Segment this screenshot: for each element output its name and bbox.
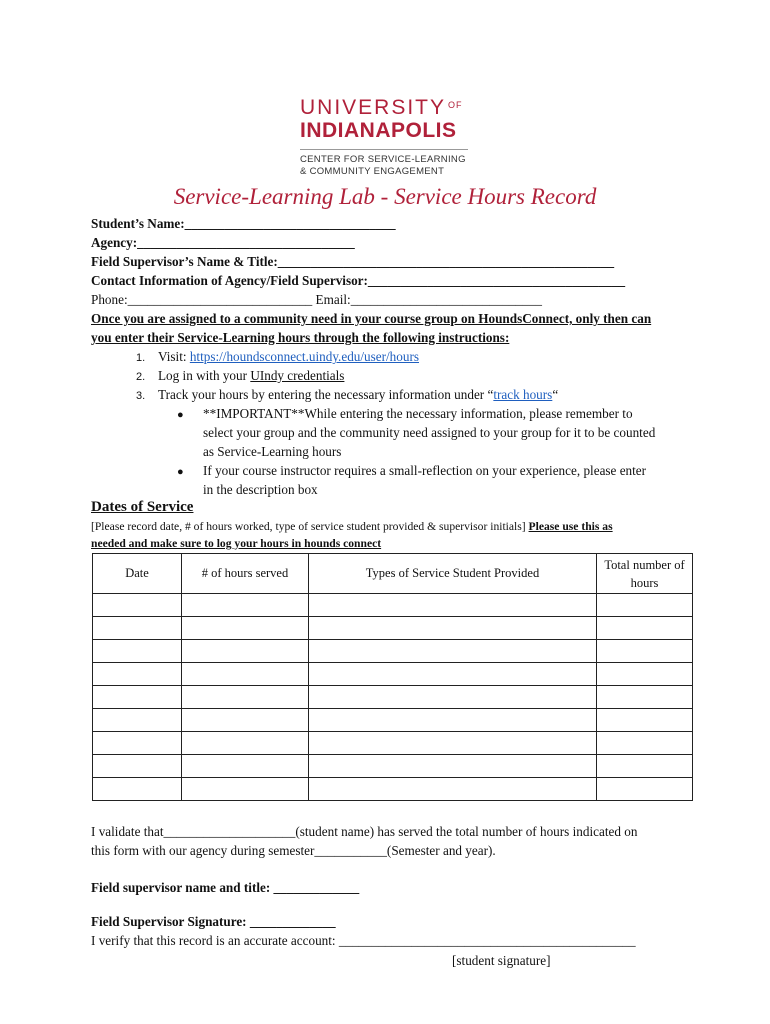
table-cell[interactable]: [309, 709, 597, 732]
table-cell[interactable]: [597, 686, 693, 709]
step-number: 2.: [136, 371, 146, 383]
table-cell[interactable]: [182, 663, 309, 686]
dates-note-normal: [Please record date, # of hours worked, type of service student provided & supervisor initials]: [91, 520, 529, 533]
table-cell[interactable]: [93, 594, 182, 617]
table-cell[interactable]: [597, 755, 693, 778]
logo-university: UNIVERSITY: [300, 96, 447, 119]
table-cell[interactable]: [93, 686, 182, 709]
table-cell[interactable]: [93, 755, 182, 778]
step-2: [136, 368, 344, 384]
track-hours-link[interactable]: track hours: [493, 387, 553, 402]
step-text: Visit:: [158, 349, 190, 364]
step-text: Track your hours by entering the necessary information under “: [158, 387, 494, 402]
table-cell[interactable]: [182, 640, 309, 663]
table-row: [93, 778, 693, 801]
student-signature-label: [student signature]: [452, 953, 551, 968]
table-cell[interactable]: [93, 778, 182, 801]
dates-note-line2: needed and make sure to log your hours in hounds connect: [91, 537, 382, 550]
credentials-text: UIndy credentials: [250, 368, 345, 383]
table-cell[interactable]: [182, 709, 309, 732]
logo-center-line1: CENTER FOR SERVICE-LEARNING: [300, 154, 466, 165]
bullet-icon: ●: [177, 466, 184, 478]
bullet-text: **IMPORTANT**While entering the necessary information, please remember to: [203, 406, 633, 421]
step-3: [136, 387, 558, 403]
table-cell[interactable]: [309, 640, 597, 663]
table-cell[interactable]: [597, 778, 693, 801]
table-cell[interactable]: [309, 755, 597, 778]
bullet-2-line2: in the description box: [203, 482, 318, 497]
bullet-1-line3: as Service-Learning hours: [203, 444, 342, 459]
contact-field: Contact Information of Agency/Field Supervisor:_______________________________________: [91, 273, 626, 288]
table-cell[interactable]: [93, 732, 182, 755]
validation-line1: I validate that____________________(student name) has served the total number of hours indicated on: [91, 824, 638, 839]
step-text-after: “: [552, 387, 559, 402]
step-number: 1.: [136, 352, 146, 364]
table-cell[interactable]: [182, 778, 309, 801]
table-body: [93, 594, 693, 801]
page-title: Service-Learning Lab - Service Hours Record: [173, 184, 597, 209]
logo-center-line2: & COMMUNITY ENGAGEMENT: [300, 166, 445, 177]
table-cell[interactable]: [597, 663, 693, 686]
hours-link[interactable]: https://houndsconnect.uindy.edu/user/hours: [189, 349, 419, 364]
table-row: [93, 732, 693, 755]
table-cell[interactable]: [309, 686, 597, 709]
table-cell[interactable]: [597, 594, 693, 617]
header-total-line2: hours: [630, 575, 659, 590]
table-row: [93, 755, 693, 778]
step-number: 3.: [136, 390, 146, 402]
table-cell[interactable]: [309, 732, 597, 755]
table-cell[interactable]: [309, 617, 597, 640]
logo-divider: [300, 149, 468, 150]
logo-indianapolis: INDIANAPOLIS: [300, 119, 457, 142]
service-hours-table: [92, 553, 693, 801]
validation-line2: this form with our agency during semester___________(Semester and year).: [91, 843, 496, 858]
bullet-text: If your course instructor requires a small-reflection on your experience, please enter: [203, 463, 647, 478]
bullet-1-line1: [177, 406, 633, 422]
table-cell[interactable]: [597, 709, 693, 732]
logo-university-text: [300, 94, 475, 119]
step-text: Log in with your: [158, 368, 251, 383]
table-cell[interactable]: [309, 663, 597, 686]
dates-heading: Dates of Service: [91, 499, 194, 515]
phone-email-field: Phone:____________________________ Email:_____________________________: [91, 292, 542, 307]
table-cell[interactable]: [93, 640, 182, 663]
table-row: [93, 640, 693, 663]
dates-note-line1: [91, 520, 613, 533]
agency-field: Agency:_________________________________: [91, 235, 355, 250]
instructions-intro-line1: Once you are assigned to a community need in your course group on HoundsConnect, only then can: [91, 311, 652, 326]
supervisor-name-field: Field supervisor name and title: _____________: [91, 880, 360, 895]
header-service-type: Types of Service Student Provided: [309, 554, 597, 594]
bullet-1-line2: select your group and the community need assigned to your group for it to be counted: [203, 425, 656, 440]
dates-note-bold: Please use this as: [528, 520, 613, 533]
verify-line: I verify that this record is an accurate account: _____________________________________________: [91, 933, 636, 948]
table-cell[interactable]: [93, 709, 182, 732]
table-row: [93, 709, 693, 732]
table-cell[interactable]: [182, 686, 309, 709]
logo-of: OF: [448, 100, 463, 110]
table-cell[interactable]: [182, 755, 309, 778]
step-1: [136, 349, 419, 365]
supervisor-field: Field Supervisor’s Name & Title:___________________________________________________: [91, 254, 615, 269]
table-cell[interactable]: [597, 732, 693, 755]
table-cell[interactable]: [597, 617, 693, 640]
header-total-line1: Total number of: [604, 557, 685, 572]
student-name-field: Student’s Name:________________________________: [91, 216, 396, 231]
table-cell[interactable]: [182, 594, 309, 617]
table-cell[interactable]: [93, 663, 182, 686]
table-cell[interactable]: [182, 732, 309, 755]
university-logo: [300, 94, 475, 178]
bullet-2-line1: [177, 463, 646, 479]
table-cell[interactable]: [309, 778, 597, 801]
header-total-hours: [597, 554, 693, 594]
table-row: [93, 617, 693, 640]
table-cell[interactable]: [597, 640, 693, 663]
table-cell[interactable]: [309, 594, 597, 617]
table-row: [93, 663, 693, 686]
bullet-icon: ●: [177, 409, 184, 421]
table-row: [93, 686, 693, 709]
table-header-row: [93, 554, 693, 594]
supervisor-signature-field: Field Supervisor Signature: _____________: [91, 914, 336, 929]
header-date: Date: [93, 554, 182, 594]
instructions-intro-line2: you enter their Service-Learning hours through the following instructions:: [91, 330, 510, 345]
table-row: [93, 594, 693, 617]
table-cell[interactable]: [93, 617, 182, 640]
table-cell[interactable]: [182, 617, 309, 640]
header-hours-served: # of hours served: [182, 554, 309, 594]
